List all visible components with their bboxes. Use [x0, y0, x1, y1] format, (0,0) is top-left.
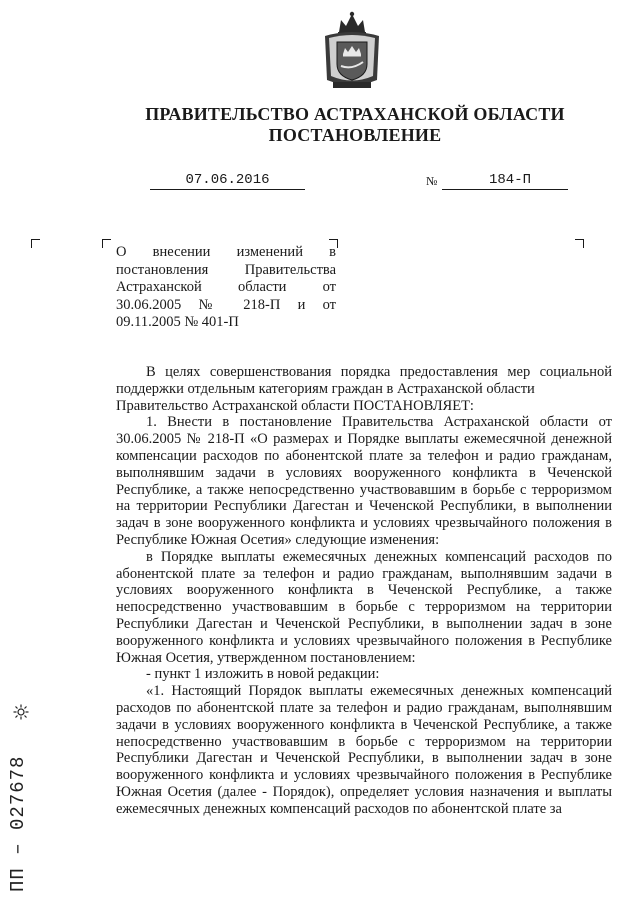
form-serial — [8, 704, 34, 904]
document-type: ПОСТАНОВЛЕНИЕ — [268, 125, 442, 145]
quoted-paragraph: «1. Настоящий Порядок выплаты ежемесячных денежных компенсаций расходов по абонентской плате за телефон и радио гражданам, выполнявшим задачи в условиях вооруженного конфликта в Чеченской Республике, а также непосредственно участвовавшим в борьбе с терроризмом на территории Республики Дагестан и Чеченской Республики, в выполнении задач в зоне вооруженного конфликта и условиях чрезвычайного положения в Республике Южная Осетия (далее - Порядок), определяет условия назначения и выплаты ежемесячных денежных компенсаций расходов по абонентской плате за — [116, 683, 612, 817]
document-body — [116, 364, 612, 818]
corner-mark-top-right — [575, 239, 584, 248]
organization-title: ПРАВИТЕЛЬСТВО АСТРАХАНСКОЙ ОБЛАСТИ — [145, 104, 565, 124]
number-sign: № — [426, 174, 438, 188]
corner-mark-title-left — [102, 239, 111, 248]
serial-number: ПП – 027678 — [7, 755, 29, 892]
corner-mark-top-left — [31, 239, 40, 248]
item-1-paragraph: 1. Внести в постановление Правительства Астраханской области от 30.06.2005 № 218-П «О размерах и Порядке выплаты ежемесячной денежной компенсации расходов по абонентской плате за телефон и радио гражданам, выполнявшим задачи в условиях вооруженного конфликта в Чеченской Республике, а также непосредственно участвовавшим в борьбе с терроризмом на территории Республики Дагестан и Чеченской Республики, в выполнении задач в зоне вооруженного конфликта и условиях чрезвычайного положения в Республике Южная Осетия» следующие изменения: — [116, 414, 612, 548]
document-number: 184-П — [488, 172, 531, 188]
amendment-paragraph: в Порядке выплаты ежемесячных денежных компенсаций расходов по абонентской плате за телефон и радио гражданам, выполнявшим задачи в условиях вооруженного конфликта в Чеченской Республике, а также непосредственно участвовавшим в борьбе с терроризмом на территории Республики Дагестан и Чеченской Республики, в выполнении задач в зоне вооруженного конфликта и условиях чрезвычайного положения в Республике Южная Осетия, утвержденном постановлением: — [116, 548, 612, 666]
document-date: 07.06.2016 — [185, 172, 270, 188]
preamble-paragraph: В целях совершенствования порядка предоставления мер социальной поддержки отдельным категориям граждан в Астраханской области — [116, 364, 612, 397]
coat-of-arms-icon — [317, 10, 387, 92]
document-subject: О внесении изменений в постановления Правительства Астраханской области от 30.06.2005 № 218-П и от 09.11.2005 № 401-П — [116, 244, 336, 330]
date-underline — [150, 189, 305, 190]
dash-paragraph: - пункт 1 изложить в новой редакции: — [146, 666, 380, 683]
resolves-paragraph: Правительство Астраханской области ПОСТАНОВЛЯЕТ: — [116, 397, 474, 414]
number-underline — [442, 189, 568, 190]
